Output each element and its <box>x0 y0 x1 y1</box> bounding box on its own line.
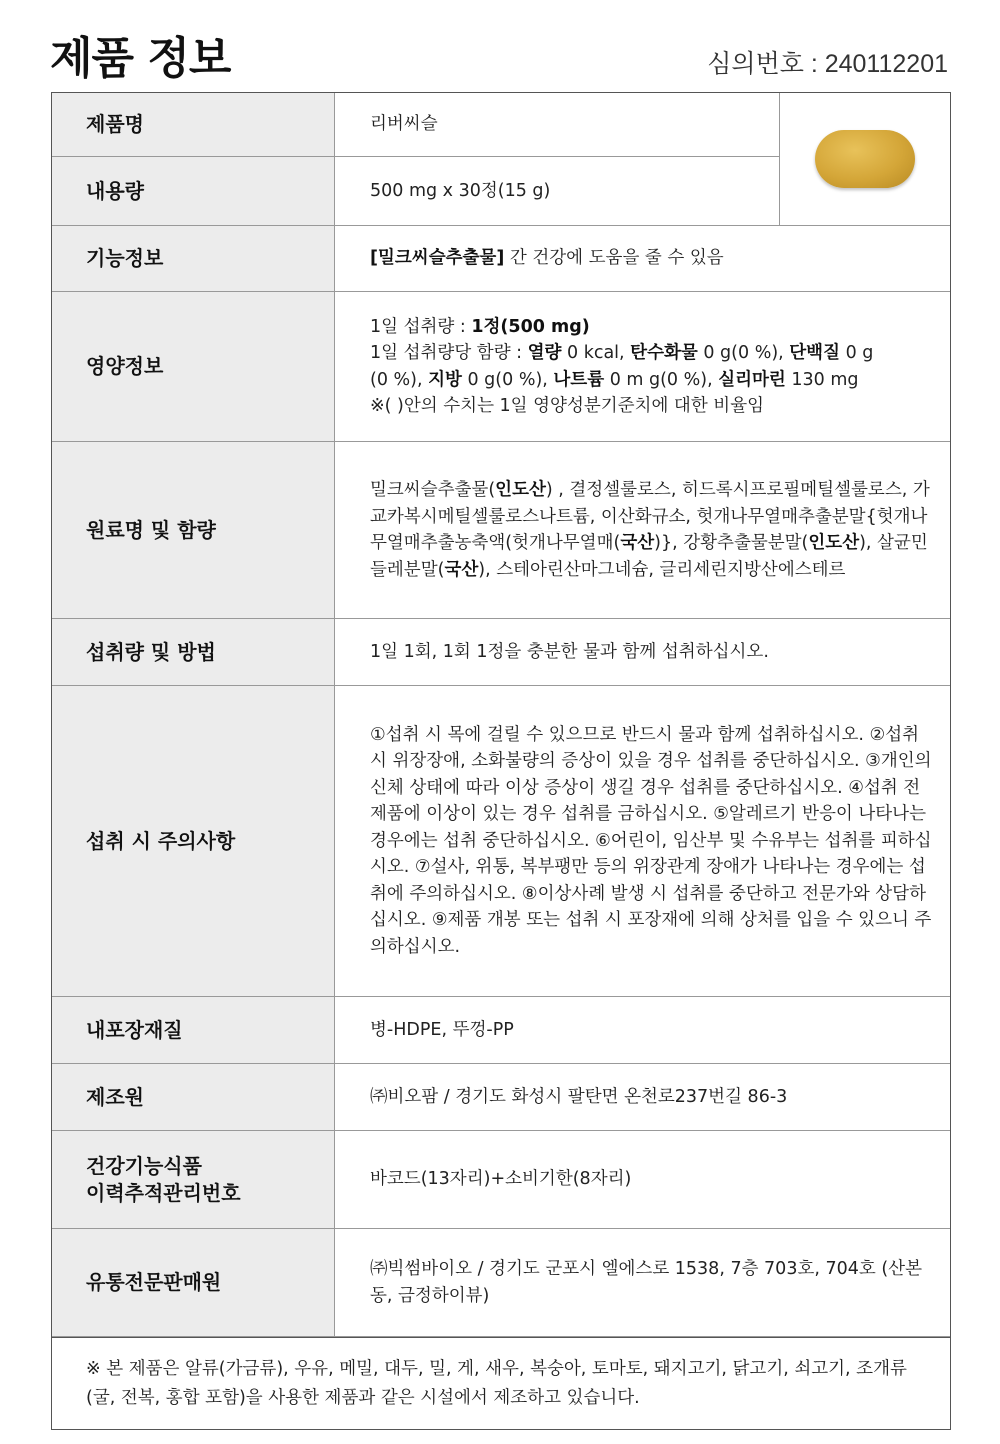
allergy-notice: ※ 본 제품은 알류(가금류), 우유, 메밀, 대두, 밀, 게, 새우, 복숭아, 토마토, 돼지고기, 닭고기, 쇠고기, 조개류(굴, 전복, 홍합 포함)을 사용한 제품과 같은 시설에서 제조하고 있습니다. <box>52 1337 950 1429</box>
page-title: 제품 정보 <box>50 33 231 84</box>
volume-value: 500 mg x 30정(15 g) <box>334 157 779 225</box>
distributor-value <box>334 1229 950 1336</box>
packaging-value: 병-HDPE, 뚜껑-PP <box>334 997 950 1063</box>
product-name-value: 리버씨슬 <box>334 93 779 156</box>
function-text: 간 건강에 도움을 줄 수 있음 <box>504 248 724 269</box>
intake-value: 1일 1회, 1회 1정을 충분한 물과 함께 섭취하십시오. <box>334 619 950 685</box>
nutrition-line-1: 1일 섭취량 : 1정(500 mg) <box>370 316 590 337</box>
caution-text: ①섭취 시 목에 걸릴 수 있으므로 반드시 물과 함께 섭취하십시오. ②섭취 시 위장장애, 소화불량의 증상이 있을 경우 섭취를 중단하십시오. ③개인의 신체 상태에 따라 이상 증상이 생길 경우 섭취를 중단하십시오. ④섭취 전 제품에 이상이 있는 경우 섭취를 금하십시오. ⑤알레르기 반응이 나타나는 경우에는 섭취 중단하십시오. ⑥어린이, 임산부 및 수유부는 섭취를 피하십시오. ⑦설사, 위통, 복부팽만 등의 위장관계 장애가 나타나는 경우에는 섭취에 주의하십시오. ⑧이상사례 발생 시 섭취를 중단하고 전문가와 상담하십시오. ⑨제품 개봉 또는 섭취 시 포장재에 의해 상처를 입을 수 있으니 주의하십시오. <box>370 724 932 957</box>
function-value <box>334 226 950 291</box>
ingredients-label: 원료명 및 함량 <box>52 442 334 618</box>
row-function <box>52 226 950 292</box>
caution-label: 섭취 시 주의사항 <box>52 686 334 996</box>
tablet-image <box>815 130 915 188</box>
product-info-table <box>51 92 951 1430</box>
caution-value <box>334 686 950 996</box>
row-volume <box>52 157 779 225</box>
ingredients-value: 밀크씨슬추출물(인도산) , 결정셀룰로스, 히드록시프로필메틸셀룰로스, 가교카복시메틸셀룰로스나트륨, 이산화규소, 헛개나무열매추출분말{헛개나무열매추출농축액(헛개나무열매(국산)}, 강황추출물분말(인도산), 살균민들레분말(국산), 스테아린산마그네슘, 글리세린지방산에스테르 <box>334 442 950 618</box>
nutrition-note: ※( )안의 수치는 1일 영양성분기준치에 대한 비율임 <box>370 396 765 416</box>
nutrition-label: 영양정보 <box>52 292 334 441</box>
manufacturer-label: 제조원 <box>52 1064 334 1130</box>
row-packaging <box>52 997 950 1064</box>
distributor-label: 유통전문판매원 <box>52 1229 334 1336</box>
top-rows <box>52 93 779 225</box>
row-product-name <box>52 93 779 157</box>
row-distributor <box>52 1229 950 1337</box>
distributor-text: ㈜빅썸바이오 / 경기도 군포시 엘에스로 1538, 7층 703호, 704호 (산본동, 금정하이뷰) <box>370 1259 922 1306</box>
row-intake <box>52 619 950 686</box>
review-number: 심의번호 : 240112201 <box>707 50 948 78</box>
product-image-cell <box>779 93 950 225</box>
packaging-label: 내포장재질 <box>52 997 334 1063</box>
row-caution <box>52 686 950 997</box>
traceability-label: 건강기능식품 이력추적관리번호 <box>52 1131 334 1228</box>
nutrition-line-3: (0 %), 지방 0 g(0 %), 나트륨 0 m g(0 %), 실리마린 130 mg <box>370 369 859 390</box>
traceability-value: 바코드(13자리)+소비기한(8자리) <box>334 1131 950 1228</box>
row-nutrition <box>52 292 950 442</box>
manufacturer-value: ㈜비오팜 / 경기도 화성시 팔탄면 온천로237번길 86-3 <box>334 1064 950 1130</box>
top-block <box>52 93 950 226</box>
intake-label: 섭취량 및 방법 <box>52 619 334 685</box>
row-traceability <box>52 1131 950 1229</box>
row-manufacturer <box>52 1064 950 1131</box>
row-ingredients <box>52 442 950 619</box>
volume-label: 내용량 <box>52 157 334 225</box>
nutrition-value <box>334 292 950 441</box>
function-ingredient: [밀크씨슬추출물] <box>370 248 505 269</box>
function-label: 기능정보 <box>52 226 334 291</box>
product-name-label: 제품명 <box>52 93 334 156</box>
nutrition-line-2: 1일 섭취량당 함량 : 열량 0 kcal, 탄수화물 0 g(0 %), 단백질 0 g <box>370 343 874 363</box>
